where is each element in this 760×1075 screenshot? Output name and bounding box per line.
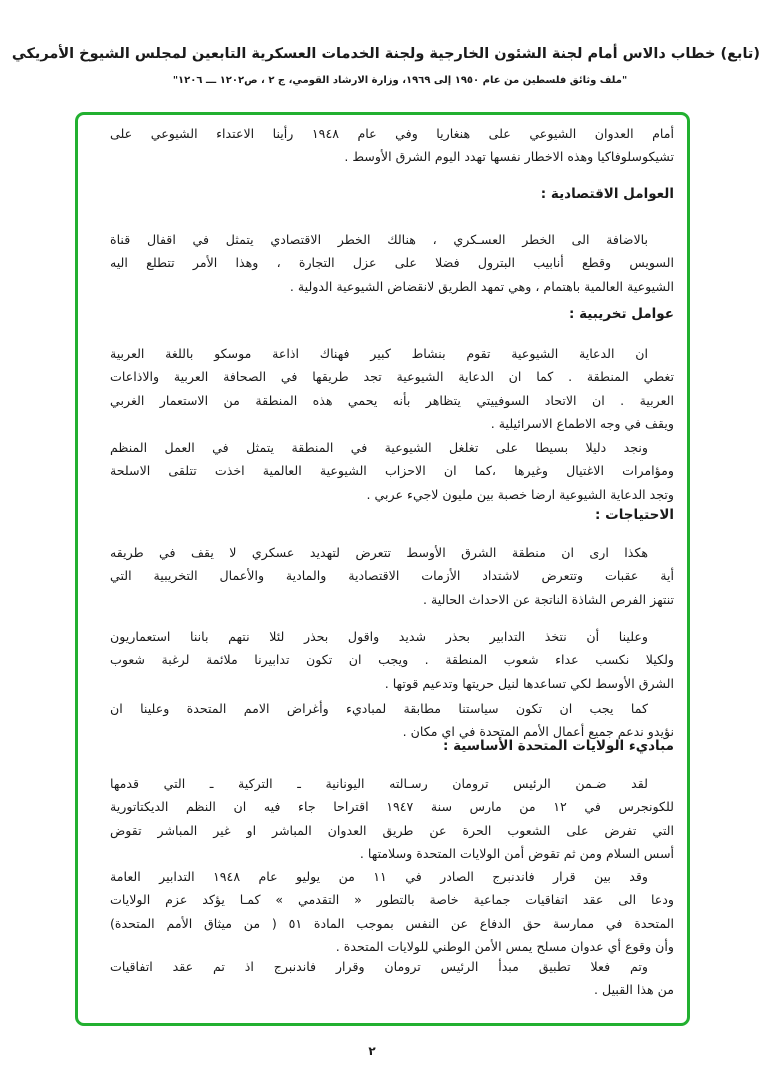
section-heading: العوامل الاقتصادية : [540,186,674,202]
paragraph [110,625,674,695]
paragraph [110,436,674,506]
text-line: وتجد الدعاية الشيوعية ارضا خصبة بين مليون لاجيء عربي . [366,486,674,502]
text-line: وقد بين قرار فاندنبرج الصادر في ١١ من يوليو عام ١٩٤٨ التدابير العامة [110,869,648,884]
text-line: تنتهز الفرص الشاذة الناتجة عن الاحداث الحالية . [423,591,674,607]
text-line: الشيوعية العالمية باهتمام ، وهي تمهد الطريق لانقضاض الشيوعية الدولية . [289,278,674,294]
text-line: أية عقبات وتتعرض لاشتداد الأزمات الاقتصادية والمادية والأعمال التخريبية التي [110,568,674,584]
text-line: بالاضافة الى الخطر العسـكري ، هنالك الخطر الاقتصادي يتمثل في اقفال قناة [110,232,648,247]
paragraph [110,122,674,169]
text-line: للكونجرس في ١٢ من مارس سنة ١٩٤٧ اقتراحا جاء فيه ان النظم الديكتاتورية [110,799,674,815]
text-line: نؤيدو ندعم جميع أعمال الأمم المتحدة في اي مكان . [402,724,674,740]
page-number: ٢ [368,1044,376,1058]
text-line: تشيكوسلوفاكيا وهذه الاخطار نفسها تهدد اليوم الشرق الأوسط . [344,149,674,165]
section-heading: مباديء الولايات المتحدة الأساسية : [442,738,674,754]
text-line: وأن وقوع أي عدوان مسلح يمس الأمن الوطني للولايات المتحدة . [335,938,674,954]
text-line: لقد ضـمن الرئيس ترومان رسـالته اليونانية ـ التركية ـ التي قدمها [110,776,648,791]
source-citation: "ملف وثائق فلسطين من عام ١٩٥٠ إلى ١٩٦٩، وزارة الارشاد القومي، ج ٢ ، ص١٢٠٢ ـــ ١٢٠٦" [172,75,628,86]
text-line: تغطي المنطقة . كما ان الدعاية الشيوعية تجد طريقها في الصحافة العربية والاذاعات [110,369,674,385]
section-heading: عوامل تخريبية : [569,306,674,322]
text-line: أسس السلام ومن ثم تقوض أمن الولايات المتحدة وسلامتها . [359,845,674,861]
paragraph [110,342,674,435]
text-line: وعلينا أن نتخذ التدابير بحذر شديد واقول بحذر لئلا نتهم باننا استعماريون [110,629,648,644]
paragraph [110,772,674,865]
text-line: العربية . ان الاتحاد السوفييتي يتظاهر بأنه يحمي هذه المنطقة من الاستعمار الغربي [110,392,674,408]
paragraph [110,228,674,298]
text-line: الشرق الأوسط لكي تساعدها لنيل حريتها وتدعيم قوتها . [384,675,674,691]
paragraph [110,541,674,611]
document-title: (تابع) خطاب دالاس أمام لجنة الشئون الخارجية ولجنة الخدمات العسكرية التابعين لمجلس الشيوخ الأمريكي [11,46,760,62]
text-line: من هذا القبيل . [594,982,674,998]
text-line: وتم فعلا تطبيق مبدأ الرئيس ترومان وقرار فاندنبرج اذ تم عقد اتفاقيات [110,959,648,974]
text-line: التي تفرض على الشعوب الحرة عن طريق العدوان المباشر او غير المباشر تقوض [110,822,674,838]
text-line: ان الدعاية الشيوعية تقوم بنشاط كبير فهناك اذاعة موسكو باللغة العربية [110,346,648,361]
text-line: ونجد دليلا بسيطا على تغلغل الشيوعية في المنطقة يتمثل في العمل المنظم [110,440,648,455]
section-heading: الاحتياجات : [595,507,674,523]
text-line: ودعا الى عقد اتفاقيات جماعية خاصة بالتطور « التقدمي » كمـا يؤكد عزم الولايات [110,892,674,908]
text-line: هكذا ارى ان منطقة الشرق الأوسط تتعرض لتهديد عسكري لا يقف في طريقه [110,545,648,560]
text-line: المتحدة في ممارسة حق الدفاع عن النفس بموجب المادة ٥١ ( من ميثاق الأمم المتحدة) [110,915,674,931]
paragraph [110,865,674,958]
text-line: ومؤامرات الاغتيال وغيرها ،كما ان الاحزاب الشيوعية العالمية اخذت تتلقى الاسلحة [110,463,674,479]
paragraph [110,955,674,1002]
text-line: ويقف في وجه الاطماع الاسرائيلية . [490,415,674,431]
text-line: السويس وقطع أنابيب البترول فضلا على عزل التجارة ، وهذا الأمر تتطلع اليه [110,255,674,271]
text-line: كما يجب ان تكون سياستنا مطابقة لمباديء وأغراض الامم المتحدة وعلينا ان [110,701,648,716]
paragraph [110,697,674,744]
text-line: أمام العدوان الشيوعي على هنغاريا وفي عام ١٩٤٨ رأينا الاعتداء الشيوعي على [110,126,674,141]
text-line: ولكيلا نكسب عداء شعوب المنطقة . ويجب ان تكون تدابيرنا ملائمة لرغبة شعوب [110,652,674,668]
